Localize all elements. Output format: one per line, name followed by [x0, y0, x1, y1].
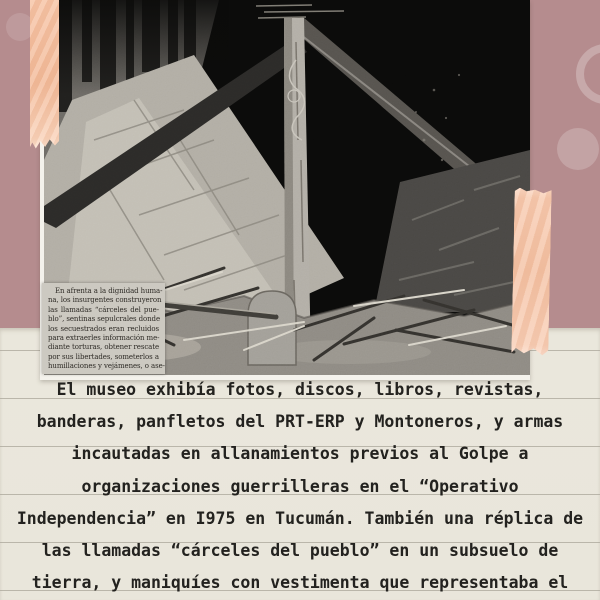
body-text — [0, 374, 600, 599]
washi-tape-right — [511, 188, 551, 356]
body-line: organizaciones guerrilleras en el “Operativo — [81, 476, 519, 496]
body-line: El museo exhibía fotos, discos, libros, revistas, — [56, 380, 544, 399]
washi-tape-left — [30, 0, 59, 150]
caption-line: para extraerles información me- — [48, 334, 160, 343]
decor-circle-filled — [557, 128, 599, 170]
caption-line: por sus libertades, someterlos a — [48, 352, 159, 361]
photo-caption-clipping — [42, 283, 165, 374]
caption-line: diante torturas, obtener rescate — [48, 343, 159, 352]
body-line: tierra, y maniquíes con vestimenta que representaba el — [31, 573, 569, 593]
caption-line: blo”, sentinas sepulcrales donde — [48, 315, 160, 324]
caption-line: na, los insurgentes construyeron — [48, 296, 162, 305]
body-line: banderas, panfletos del PRT-ERP y Montoneros, y armas — [36, 412, 564, 432]
caption-line: En afrenta a la dignidad huma- — [55, 287, 163, 295]
decor-circle-ring — [576, 44, 600, 104]
caption-line: las llamadas “cárceles del pue- — [48, 305, 159, 314]
caption-line: los secuestrados eran recluidos — [48, 324, 159, 333]
caption-line: humillaciones y vejámenes, o ase- — [48, 362, 165, 371]
body-line: incautadas en allanamientos previos al Golpe a — [71, 444, 529, 464]
body-line: Independencia” en I975 en Tucumán. También una réplica de — [16, 508, 584, 528]
photo-frame — [40, 0, 530, 380]
body-line: las llamadas “cárceles del pueblo” en un subsuelo de — [41, 540, 559, 560]
decor-circle-soft — [6, 13, 34, 41]
